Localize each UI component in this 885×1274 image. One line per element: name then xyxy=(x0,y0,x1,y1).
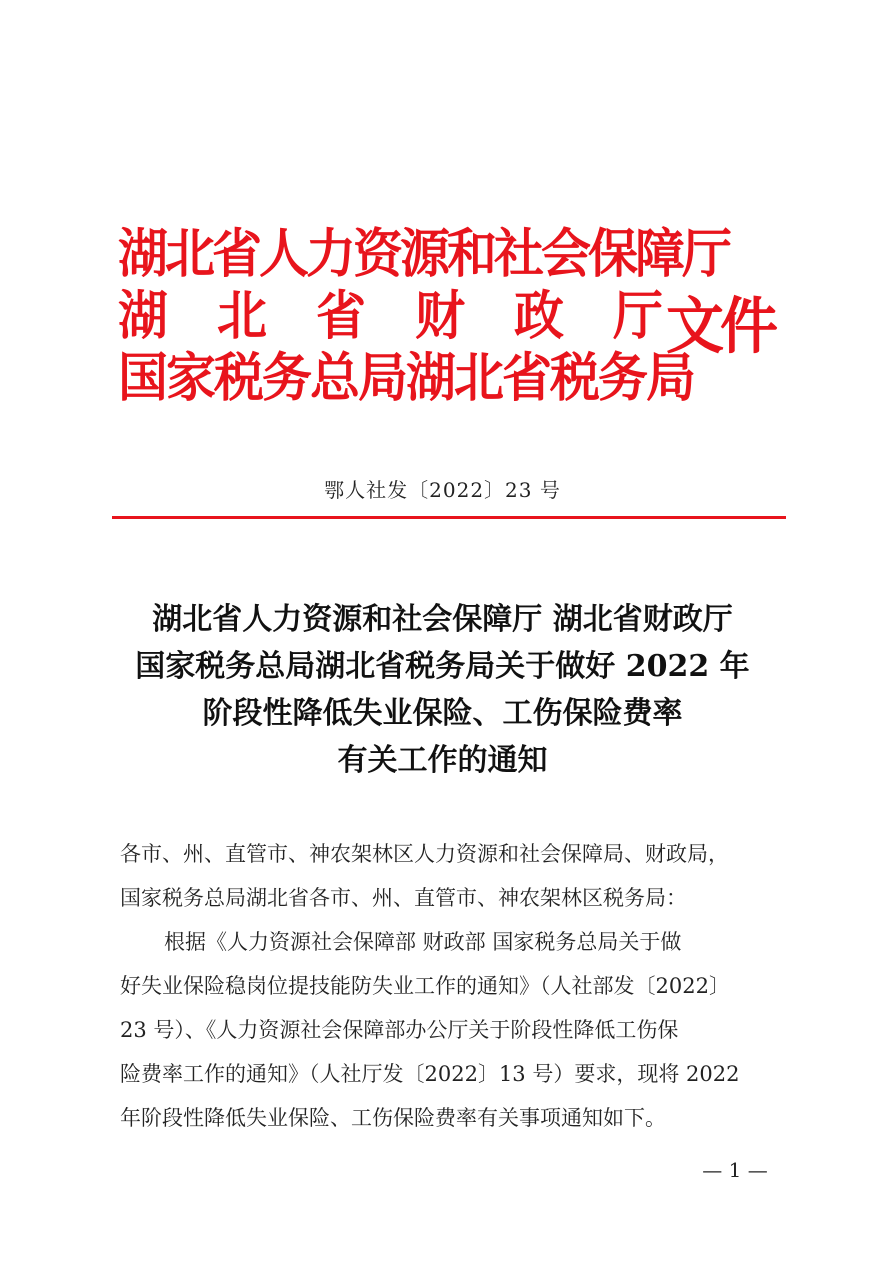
page-number: — 1 — xyxy=(702,1158,768,1182)
document-title xyxy=(100,596,785,784)
title-line: 阶段性降低失业保险、工伤保险费率 xyxy=(202,696,683,731)
title-line: 国家税务总局湖北省税务局关于做好 2022 年 xyxy=(135,649,750,684)
body-line: 好失业保险稳岗位提技能防失业工作的通知》（人社部发〔2022〕 xyxy=(120,974,730,998)
addressee-line: 各市、州、直管市、神农架林区人力资源和社会保障局、财政局， xyxy=(120,842,729,866)
body-line: 根据《人力资源社会保障部 财政部 国家税务总局关于做 xyxy=(164,930,682,954)
header-char: 湖 xyxy=(118,285,168,346)
body-line: 年阶段性降低失业保险、工伤保险费率有关事项通知如下。 xyxy=(120,1106,666,1130)
header-char: 政 xyxy=(514,285,564,346)
title-line: 湖北省人力资源和社会保障厅 湖北省财政厅 xyxy=(152,602,733,637)
red-divider-line xyxy=(112,516,786,519)
header-char: 财 xyxy=(415,285,465,346)
title-line: 有关工作的通知 xyxy=(337,743,548,778)
header-char: 厅 xyxy=(613,285,663,346)
header-char: 北 xyxy=(217,285,267,346)
body-line: 险费率工作的通知》（人社厅发〔2022〕13 号）要求，现将 2022 xyxy=(120,1062,740,1086)
header-document-suffix: 文件 xyxy=(666,290,775,362)
issuing-authorities-header xyxy=(118,222,783,408)
body-line: 23 号）、《人力资源社会保障部办公厅关于阶段性降低工伤保 xyxy=(120,1018,679,1042)
addressee-line: 国家税务总局湖北省各市、州、直管市、神农架林区税务局： xyxy=(120,886,687,910)
header-authority-tax: 国家税务总局湖北省税务局 xyxy=(118,347,694,408)
header-char: 省 xyxy=(316,285,366,346)
document-body xyxy=(120,832,770,1140)
document-number: 鄂人社发〔2022〕23 号 xyxy=(324,478,561,502)
header-authority-hr: 湖北省人力资源和社会保障厅 xyxy=(118,223,729,284)
header-authority-finance xyxy=(118,284,663,347)
